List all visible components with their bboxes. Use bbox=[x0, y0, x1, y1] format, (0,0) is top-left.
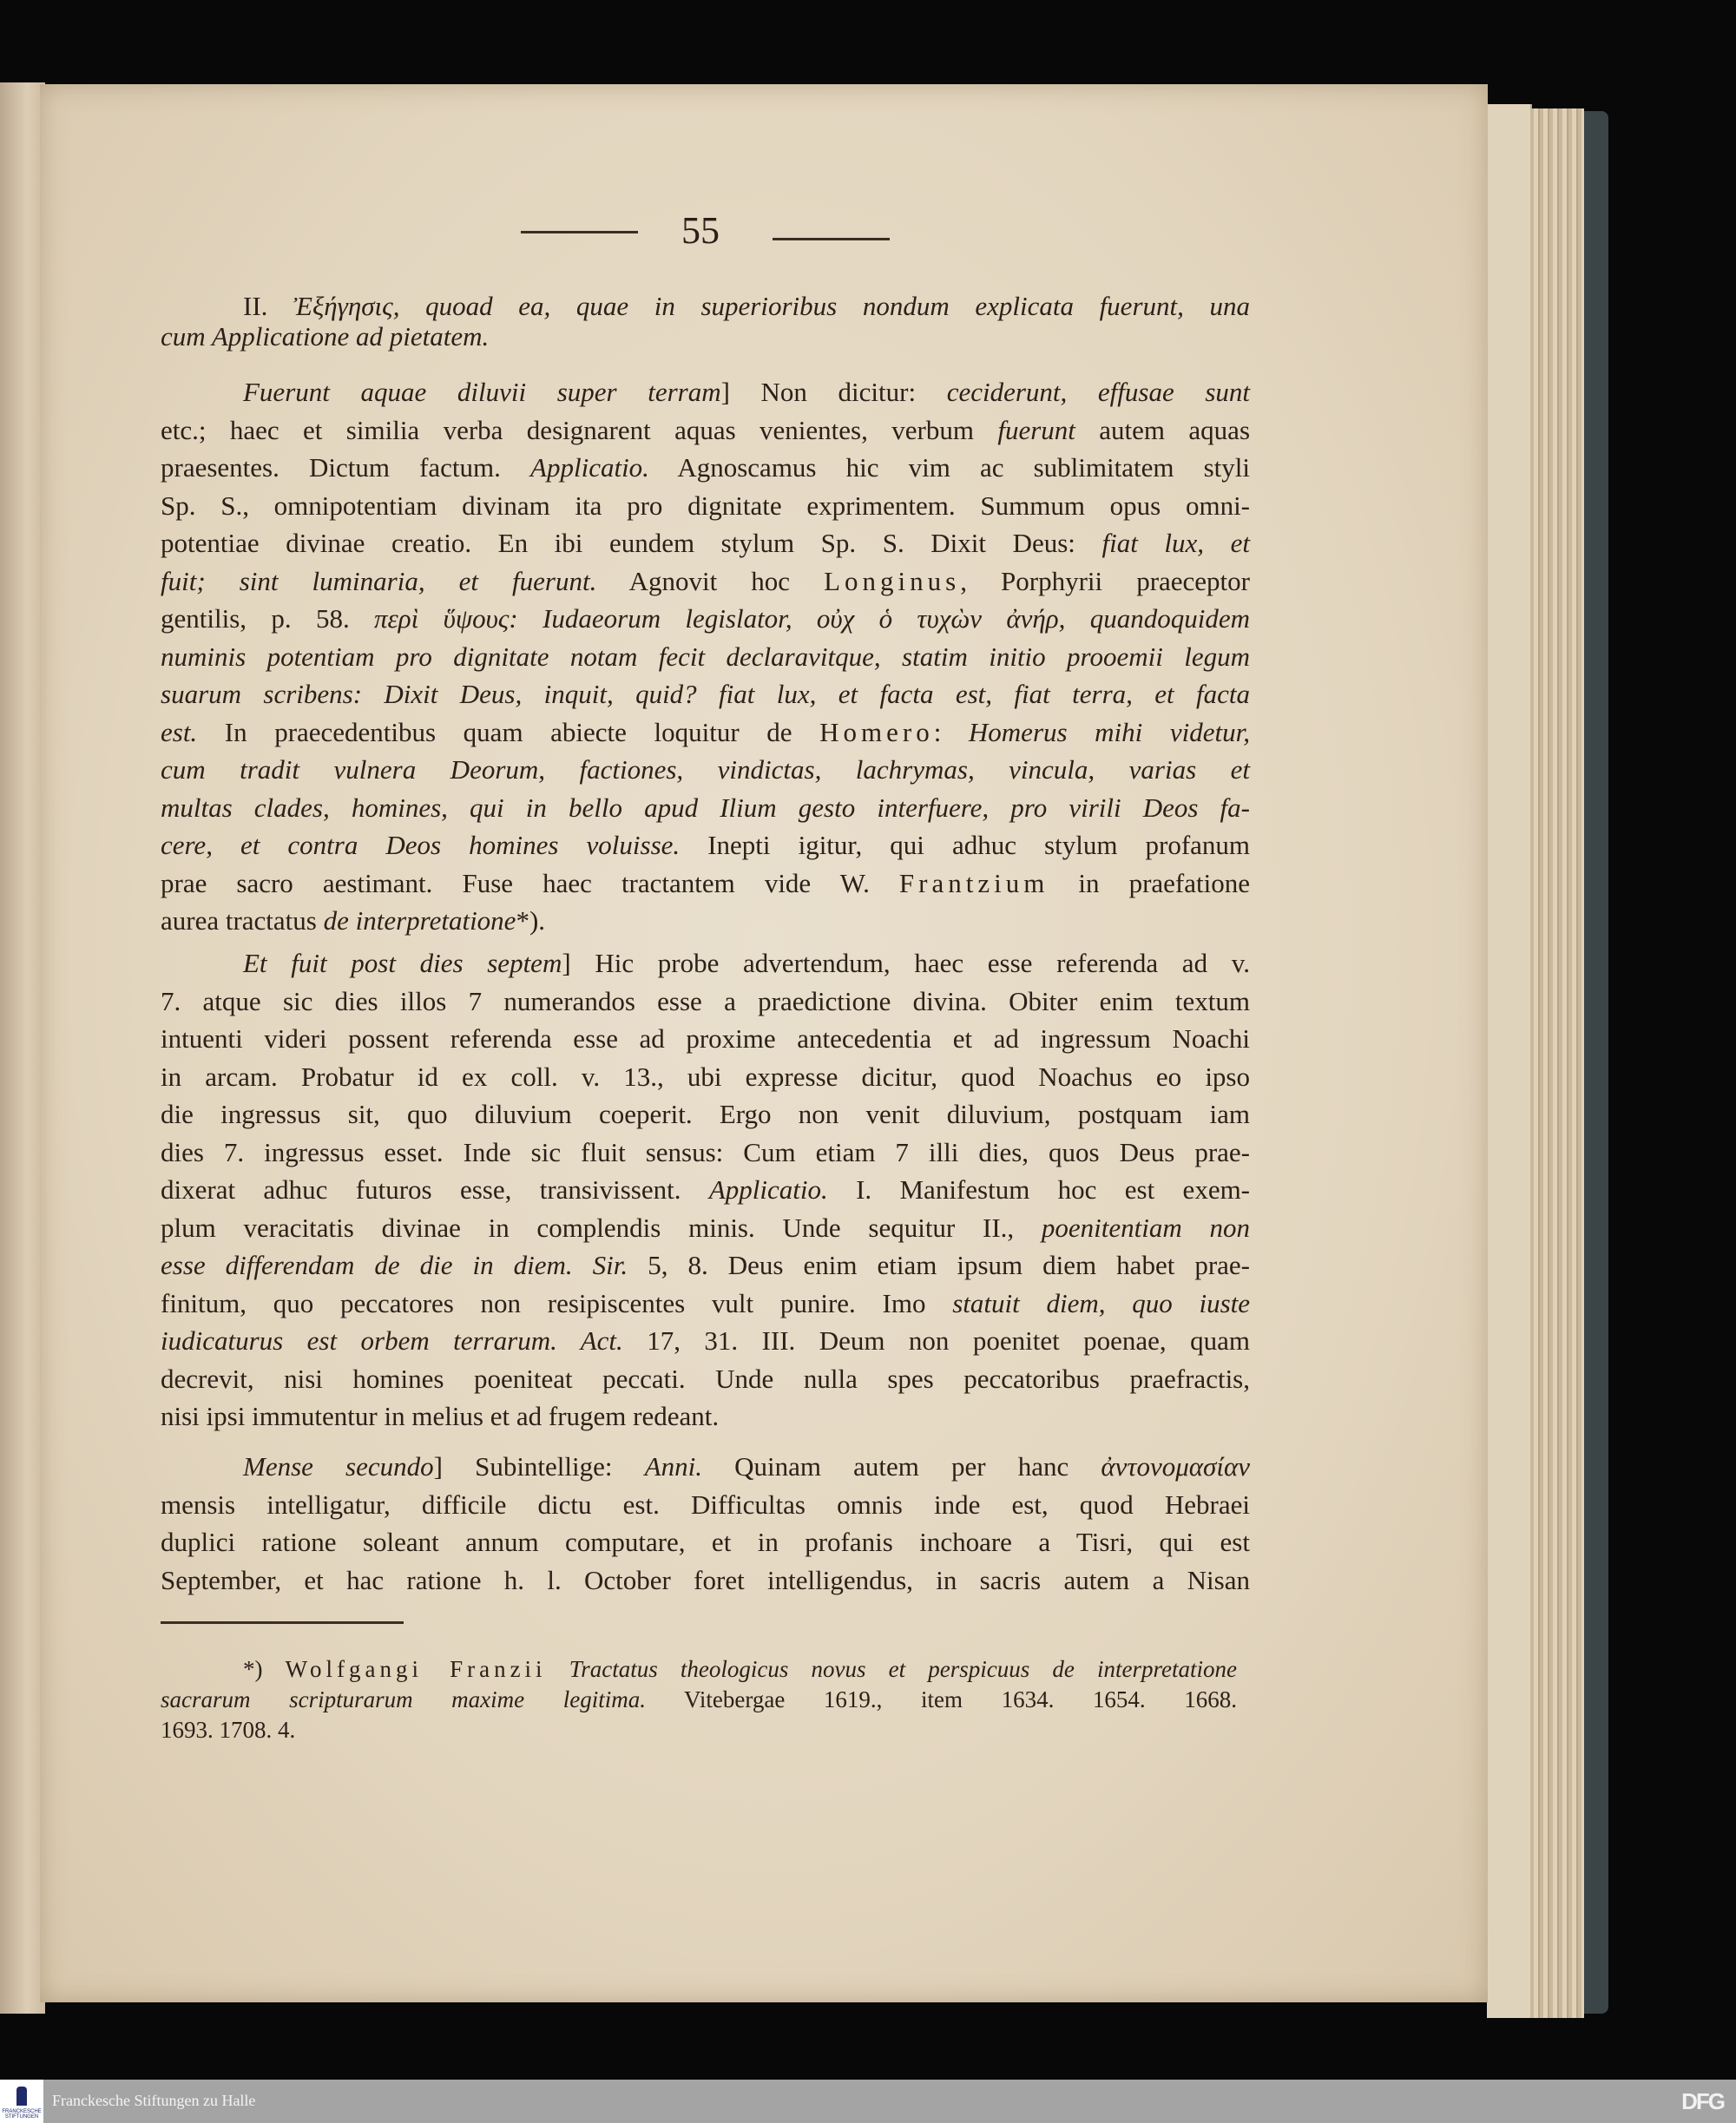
text: potentiae divinae creatio. En ibi eundem stylum Sp. S. Dixit Deus: bbox=[161, 528, 1102, 558]
italic-text: Anni. bbox=[644, 1451, 702, 1482]
text-line bbox=[161, 373, 1250, 411]
text-line bbox=[161, 789, 1250, 827]
italic-text: Homerus mihi videtur, bbox=[968, 716, 1250, 747]
text: I. Manifestum hoc est exem- bbox=[827, 1174, 1251, 1205]
dfg-logo[interactable]: DFG bbox=[1681, 2088, 1724, 2114]
text: 17, 31. III. Deum non poenitet poenae, quam bbox=[622, 1325, 1250, 1356]
italic-text: de interpretatione bbox=[323, 905, 516, 936]
text-line bbox=[161, 1523, 1250, 1561]
text: Quinam autem per hanc bbox=[701, 1451, 1101, 1482]
text-line bbox=[161, 1397, 1250, 1436]
italic-text: ceciderunt, effusae sunt bbox=[946, 377, 1251, 407]
page-edges bbox=[1530, 108, 1584, 2018]
text: finitum, quo peccatores non resipiscentes vult punire. Imo bbox=[161, 1287, 953, 1318]
text: duplici ratione soleant annum computare, et in profanis inchoare a Tisri, qui est bbox=[161, 1527, 1250, 1557]
logo-caption: FRANCKESCHE STIFTUNGEN bbox=[2, 2109, 42, 2120]
italic-text: cum Applicatione ad pietatem. bbox=[161, 321, 490, 352]
paragraph bbox=[161, 944, 1250, 1436]
text: praesentes. Dictum factum. bbox=[161, 452, 531, 483]
footnote bbox=[161, 1654, 1237, 1745]
text-line bbox=[161, 1209, 1250, 1247]
text-line bbox=[161, 487, 1250, 525]
text-line bbox=[161, 1134, 1250, 1172]
text-line bbox=[161, 1685, 1237, 1715]
institution-logo[interactable] bbox=[0, 2080, 43, 2123]
book-block-edge bbox=[1487, 104, 1532, 2018]
text-line bbox=[161, 1058, 1250, 1096]
text-line bbox=[161, 902, 1250, 940]
text: , Porphyrii praeceptor bbox=[960, 565, 1250, 596]
spaced-name: Wolfgangi Franzii bbox=[285, 1656, 547, 1682]
text-line bbox=[161, 713, 1250, 752]
text: Inepti igitur, qui adhuc stylum profanum bbox=[680, 830, 1251, 860]
text-line bbox=[161, 675, 1250, 713]
text: in praefatione bbox=[1049, 867, 1250, 898]
text: autem aquas bbox=[1075, 414, 1251, 445]
paragraph bbox=[161, 373, 1250, 940]
italic-text: cum tradit vulnera Deorum, factiones, vindictas, lachrymas, vincula, varias et bbox=[161, 754, 1250, 785]
text-line bbox=[161, 1095, 1250, 1134]
text-line bbox=[161, 1654, 1237, 1685]
spaced-name: Frantzium bbox=[898, 867, 1049, 898]
text: ] Subintellige: bbox=[433, 1451, 645, 1482]
spaced-name: Homero bbox=[819, 716, 934, 747]
text-line bbox=[161, 864, 1250, 903]
text: II. bbox=[243, 291, 294, 321]
text: dies 7. ingressus esset. Inde sic fluit sensus: Cum etiam 7 illi dies, quos Deus prae- bbox=[161, 1136, 1250, 1167]
text: plum veracitatis divinae in complendis minis. Unde sequitur II., bbox=[161, 1212, 1042, 1243]
text-line bbox=[161, 1448, 1250, 1486]
text-line bbox=[161, 1360, 1250, 1398]
text-line bbox=[161, 562, 1250, 601]
text-line bbox=[161, 1246, 1250, 1285]
text-line bbox=[161, 944, 1250, 983]
italic-text: Tractatus theologicus novus et perspicuus de interpretatione bbox=[546, 1656, 1237, 1682]
text: Vitebergae 1619., item 1634. 1654. 1668. bbox=[645, 1686, 1237, 1712]
text: mensis intelligatur, difficile dictu est. Difficultas omnis inde est, quod Hebraei bbox=[161, 1489, 1250, 1520]
text: *). bbox=[516, 905, 546, 936]
italic-text: suarum scribens: Dixit Deus, inquit, quid? fiat lux, et facta est, fiat terra, et facta bbox=[161, 679, 1250, 709]
text: intuenti videri possent referenda esse ad proxime antecedentia et ad ingressum Noachi bbox=[161, 1023, 1250, 1054]
italic-text: esse differendam de die in diem. Sir. bbox=[161, 1250, 628, 1280]
text-line bbox=[161, 411, 1250, 450]
text-line bbox=[161, 321, 1250, 352]
text-line bbox=[161, 600, 1250, 638]
italic-text: numinis potentiam pro dignitate notam fecit declaravitque, statim initio prooemii legum bbox=[161, 641, 1250, 672]
italic-text: Ἐξήγησις, quoad ea, quae in superioribus nondum explicata fuerunt, una bbox=[293, 291, 1250, 321]
text-line bbox=[161, 1285, 1250, 1323]
text: decrevit, nisi homines poeniteat peccati. Unde nulla spes peccatoribus praefractis, bbox=[161, 1363, 1250, 1394]
header-rule-left bbox=[521, 231, 638, 233]
text-line bbox=[161, 1561, 1250, 1600]
italic-text: περὶ ὕψους: Iudaeorum legislator, οὐχ ὁ τυχὼν ἀνήρ, quandoquidem bbox=[374, 603, 1251, 634]
italic-text: sacrarum scripturarum maxime legitima. bbox=[161, 1686, 646, 1712]
viewer-footer-bar bbox=[0, 2080, 1736, 2123]
text: ] Hic probe advertendum, haec esse referenda ad v. bbox=[562, 948, 1250, 978]
italic-text: ἀντονομασίαν bbox=[1101, 1451, 1250, 1482]
text: 1693. 1708. 4. bbox=[161, 1717, 296, 1743]
text: ] Non dicitur: bbox=[720, 377, 947, 407]
previous-page-edge bbox=[0, 82, 45, 2014]
text: dixerat adhuc futuros esse, transivissent. bbox=[161, 1174, 709, 1205]
italic-text: fuit; sint luminaria, et fuerunt. bbox=[161, 565, 597, 596]
page-number: 55 bbox=[681, 209, 720, 252]
italic-text: fiat lux, et bbox=[1101, 528, 1250, 558]
paragraph bbox=[161, 291, 1250, 352]
header-rule-right bbox=[773, 238, 890, 240]
italic-text: Applicatio. bbox=[530, 452, 649, 483]
italic-text: fuerunt bbox=[997, 414, 1075, 445]
italic-text: iudicaturus est orbem terrarum. Act. bbox=[161, 1325, 623, 1356]
text: nisi ipsi immutentur in melius et ad frugem redeant. bbox=[161, 1401, 720, 1431]
text-line bbox=[161, 751, 1250, 789]
text-line bbox=[161, 1715, 1237, 1745]
institution-name[interactable]: Franckesche Stiftungen zu Halle bbox=[52, 2092, 256, 2109]
text: aurea tractatus bbox=[161, 905, 324, 936]
text: Sp. S., omnipotentiam divinam ita pro dignitate exprimentem. Summum opus omni- bbox=[161, 490, 1250, 521]
text: 7. atque sic dies illos 7 numerandos esse a praedictione divina. Obiter enim textum bbox=[161, 985, 1250, 1016]
text: prae sacro aestimant. Fuse haec tractantem vide W. bbox=[161, 867, 899, 898]
spaced-name: Longinus bbox=[824, 565, 961, 596]
text: die ingressus sit, quo diluvium coeperit. Ergo non venit diluvium, postquam iam bbox=[161, 1099, 1250, 1129]
text: gentilis, p. 58. bbox=[161, 603, 375, 634]
paragraph bbox=[161, 1448, 1250, 1599]
text: *) bbox=[243, 1656, 286, 1682]
italic-text: poenitentiam non bbox=[1041, 1212, 1250, 1243]
text-line bbox=[161, 1171, 1250, 1209]
text: Agnovit hoc bbox=[596, 565, 825, 596]
text: in arcam. Probatur id ex coll. v. 13., ubi expresse dicitur, quod Noachus eo ipso bbox=[161, 1061, 1250, 1092]
text: In praecedentibus quam abiecte loquitur de bbox=[197, 716, 820, 747]
italic-text: Et fuit post dies septem bbox=[243, 948, 562, 978]
book-cover-edge bbox=[1584, 111, 1608, 2014]
italic-text: Fuerunt aquae diluvii super terram bbox=[243, 377, 721, 407]
text-line bbox=[161, 1486, 1250, 1524]
text-line bbox=[161, 1020, 1250, 1058]
text-line bbox=[161, 638, 1250, 676]
italic-text: multas clades, homines, qui in bello apud Ilium gesto interfuere, pro virili Deos fa- bbox=[161, 792, 1250, 823]
text-line bbox=[161, 449, 1250, 487]
text-line bbox=[161, 524, 1250, 562]
text-line bbox=[161, 983, 1250, 1021]
text: Agnoscamus hic vim ac sublimitatem styli bbox=[648, 452, 1251, 483]
italic-text: statuit diem, quo iuste bbox=[952, 1287, 1250, 1318]
text: : bbox=[933, 716, 969, 747]
text: 5, 8. Deus enim etiam ipsum diem habet prae- bbox=[628, 1250, 1250, 1280]
logo-figure-icon bbox=[16, 2087, 27, 2106]
italic-text: est. bbox=[161, 716, 198, 747]
text-line bbox=[161, 826, 1250, 864]
text: September, et hac ratione h. l. October foret intelligendus, in sacris autem a Nisan bbox=[161, 1564, 1250, 1595]
text: etc.; haec et similia verba designarent aquas venientes, verbum bbox=[161, 414, 998, 445]
italic-text: Applicatio. bbox=[708, 1174, 828, 1205]
text-line bbox=[161, 1322, 1250, 1360]
italic-text: cere, et contra Deos homines voluisse. bbox=[161, 830, 681, 860]
footnote-rule bbox=[161, 1621, 404, 1624]
text-line bbox=[161, 291, 1250, 321]
italic-text: Mense secundo bbox=[243, 1451, 434, 1482]
